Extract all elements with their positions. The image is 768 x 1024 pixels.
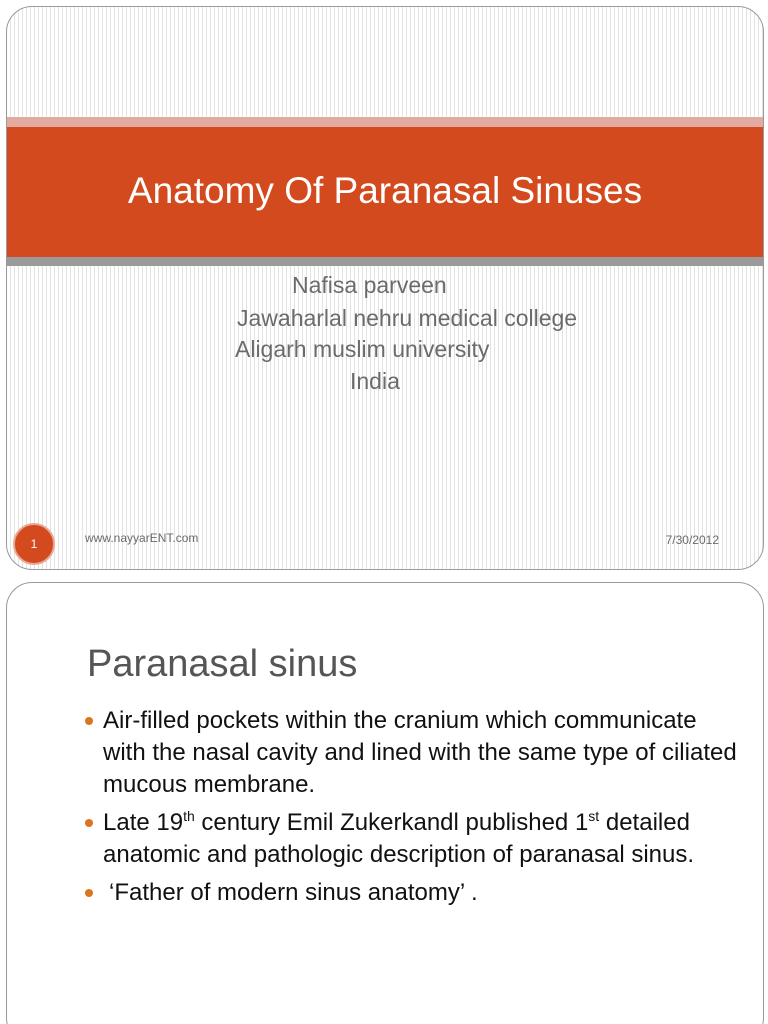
bullet-dot-icon <box>85 717 93 725</box>
bullet-item <box>85 705 745 801</box>
superscript-ordinal: st <box>588 808 600 824</box>
university-name: Aligarh muslim university <box>235 336 490 362</box>
bullet-text: Air-filled pockets within the cranium which communicate with the nasal cavity and lined with the same type of ciliated mucous membrane. <box>103 707 737 798</box>
bullet-dot-icon <box>85 889 93 897</box>
slide-number-badge: 1 <box>13 523 55 565</box>
title-band-top-stripe <box>7 117 763 127</box>
bullet-dot-icon <box>85 819 93 827</box>
title-band-bottom-stripe <box>7 257 763 266</box>
title-slide <box>6 6 764 570</box>
college-name: Jawaharlal nehru medical college <box>237 305 578 331</box>
bullet-text-part: century Emil Zukerkandl published 1 <box>194 809 589 836</box>
superscript-ordinal: th <box>183 808 195 824</box>
country-name: India <box>350 368 400 394</box>
footer-date: 7/30/2012 <box>665 533 719 547</box>
slide-heading: Paranasal sinus <box>87 643 358 685</box>
footer-url: www.nayyarENT.com <box>85 531 199 545</box>
bullet-text-part: Late 19 <box>103 809 184 836</box>
bullet-text: ‘Father of modern sinus anatomy’ . <box>109 879 478 906</box>
slide-title: Anatomy Of Paranasal Sinuses <box>127 170 643 211</box>
bullet-item <box>85 807 745 871</box>
bullet-list <box>85 705 745 915</box>
bullet-text-part: detailed anatomic and pathologic description of paranasal sinus. <box>103 809 695 868</box>
author-name: Nafisa parveen <box>292 272 447 298</box>
content-slide <box>6 582 764 1024</box>
bullet-item <box>85 877 745 909</box>
